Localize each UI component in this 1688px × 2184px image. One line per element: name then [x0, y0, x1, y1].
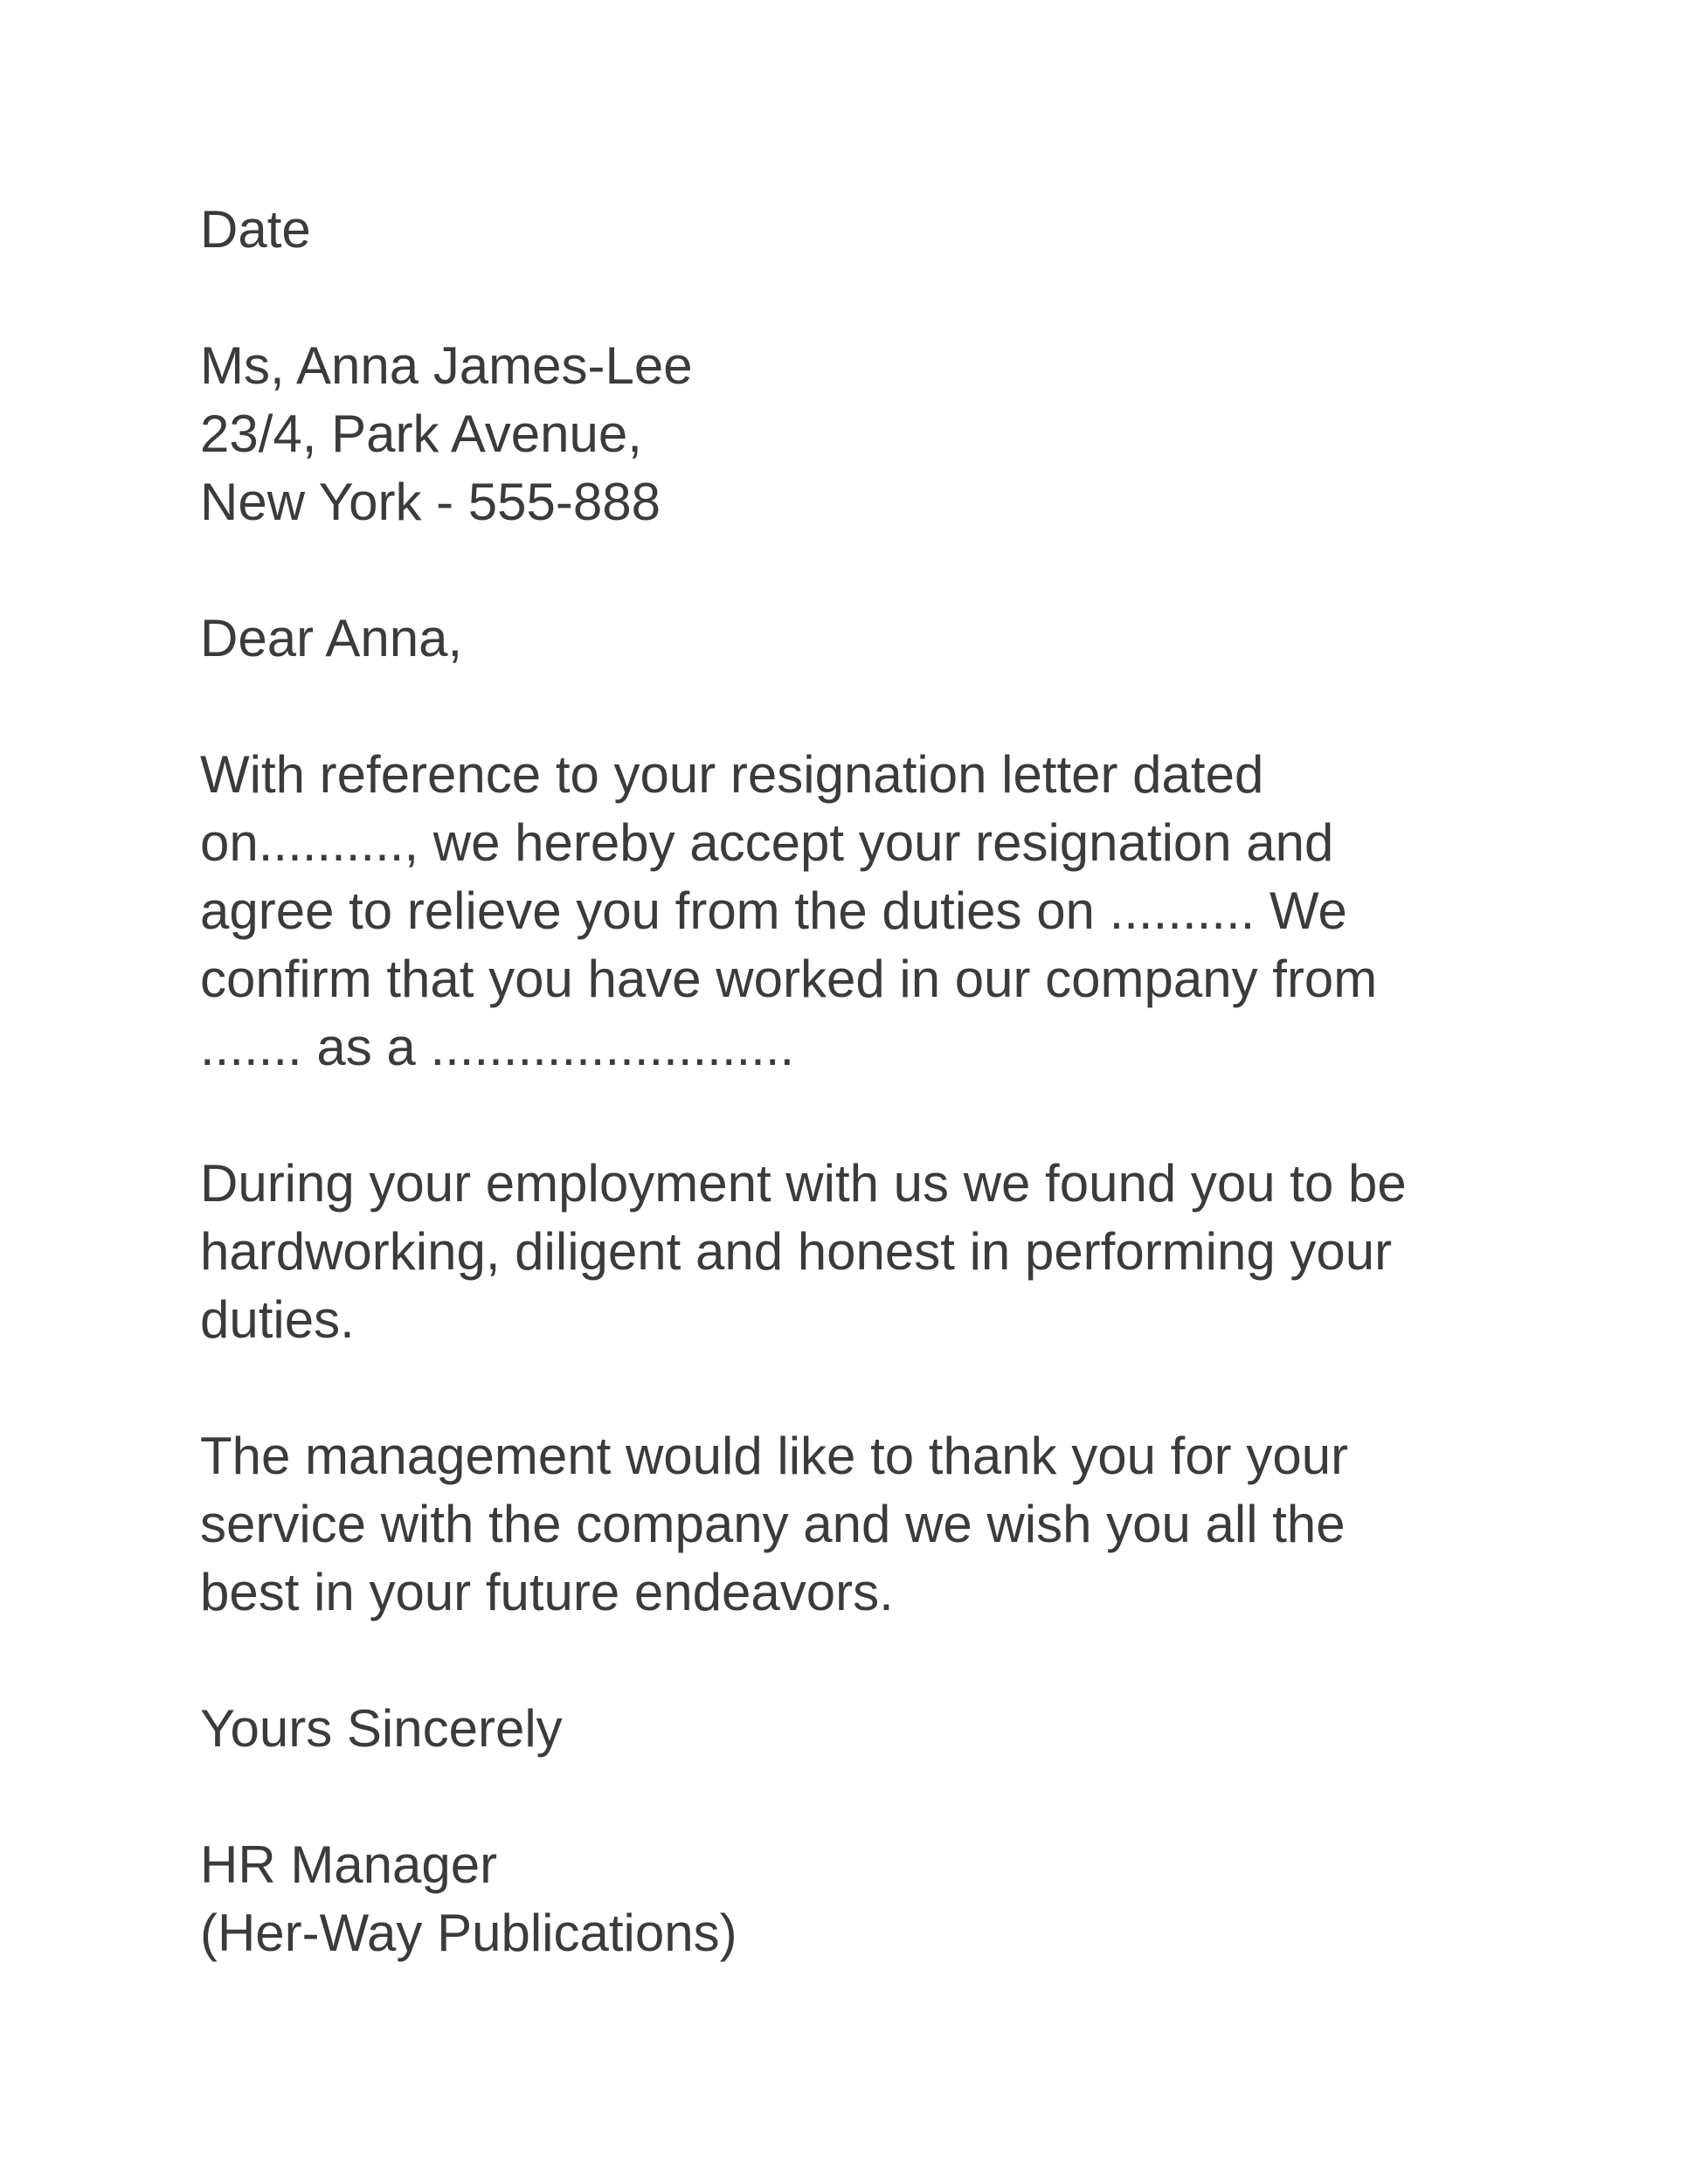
recipient-block [200, 332, 1511, 536]
spacer [200, 1082, 1511, 1150]
paragraph-line: With reference to your resignation letter dated [200, 745, 1264, 804]
paragraph-resignation-acceptance [200, 741, 1511, 1082]
paragraph-line: on.........., we hereby accept your resignation and [200, 813, 1334, 872]
paragraph-line: duties. [200, 1290, 355, 1349]
spacer [200, 536, 1511, 605]
spacer [200, 1354, 1511, 1422]
paragraph-line: agree to relieve you from the duties on .......... We [200, 881, 1347, 940]
spacer [200, 264, 1511, 332]
letter-body [200, 196, 1511, 1967]
spacer [200, 1627, 1511, 1695]
date-label: Date [200, 200, 311, 259]
paragraph-line: best in your future endeavors. [200, 1563, 894, 1621]
paragraph-thanks [200, 1422, 1511, 1627]
signature-block [200, 1831, 1511, 1967]
spacer [200, 673, 1511, 741]
paragraph-line: ....... as a ......................... [200, 1018, 795, 1076]
closing: Yours Sincerely [200, 1699, 563, 1758]
salutation: Dear Anna, [200, 609, 463, 667]
paragraph-line: service with the company and we wish you all the [200, 1495, 1346, 1553]
signature-title: HR Manager [200, 1835, 498, 1894]
recipient-address-line1: 23/4, Park Avenue, [200, 404, 642, 463]
recipient-address-line2: New York - 555-888 [200, 473, 661, 531]
paragraph-employment-review [200, 1150, 1511, 1354]
paragraph-line: During your employment with us we found you to be [200, 1154, 1407, 1213]
spacer [200, 1763, 1511, 1831]
paragraph-line: hardworking, diligent and honest in performing your [200, 1222, 1393, 1281]
signature-company: (Her-Way Publications) [200, 1904, 737, 1962]
paragraph-line: confirm that you have worked in our company from [200, 950, 1378, 1008]
recipient-name: Ms, Anna James-Lee [200, 336, 693, 395]
paragraph-line: The management would like to thank you for your [200, 1427, 1349, 1485]
